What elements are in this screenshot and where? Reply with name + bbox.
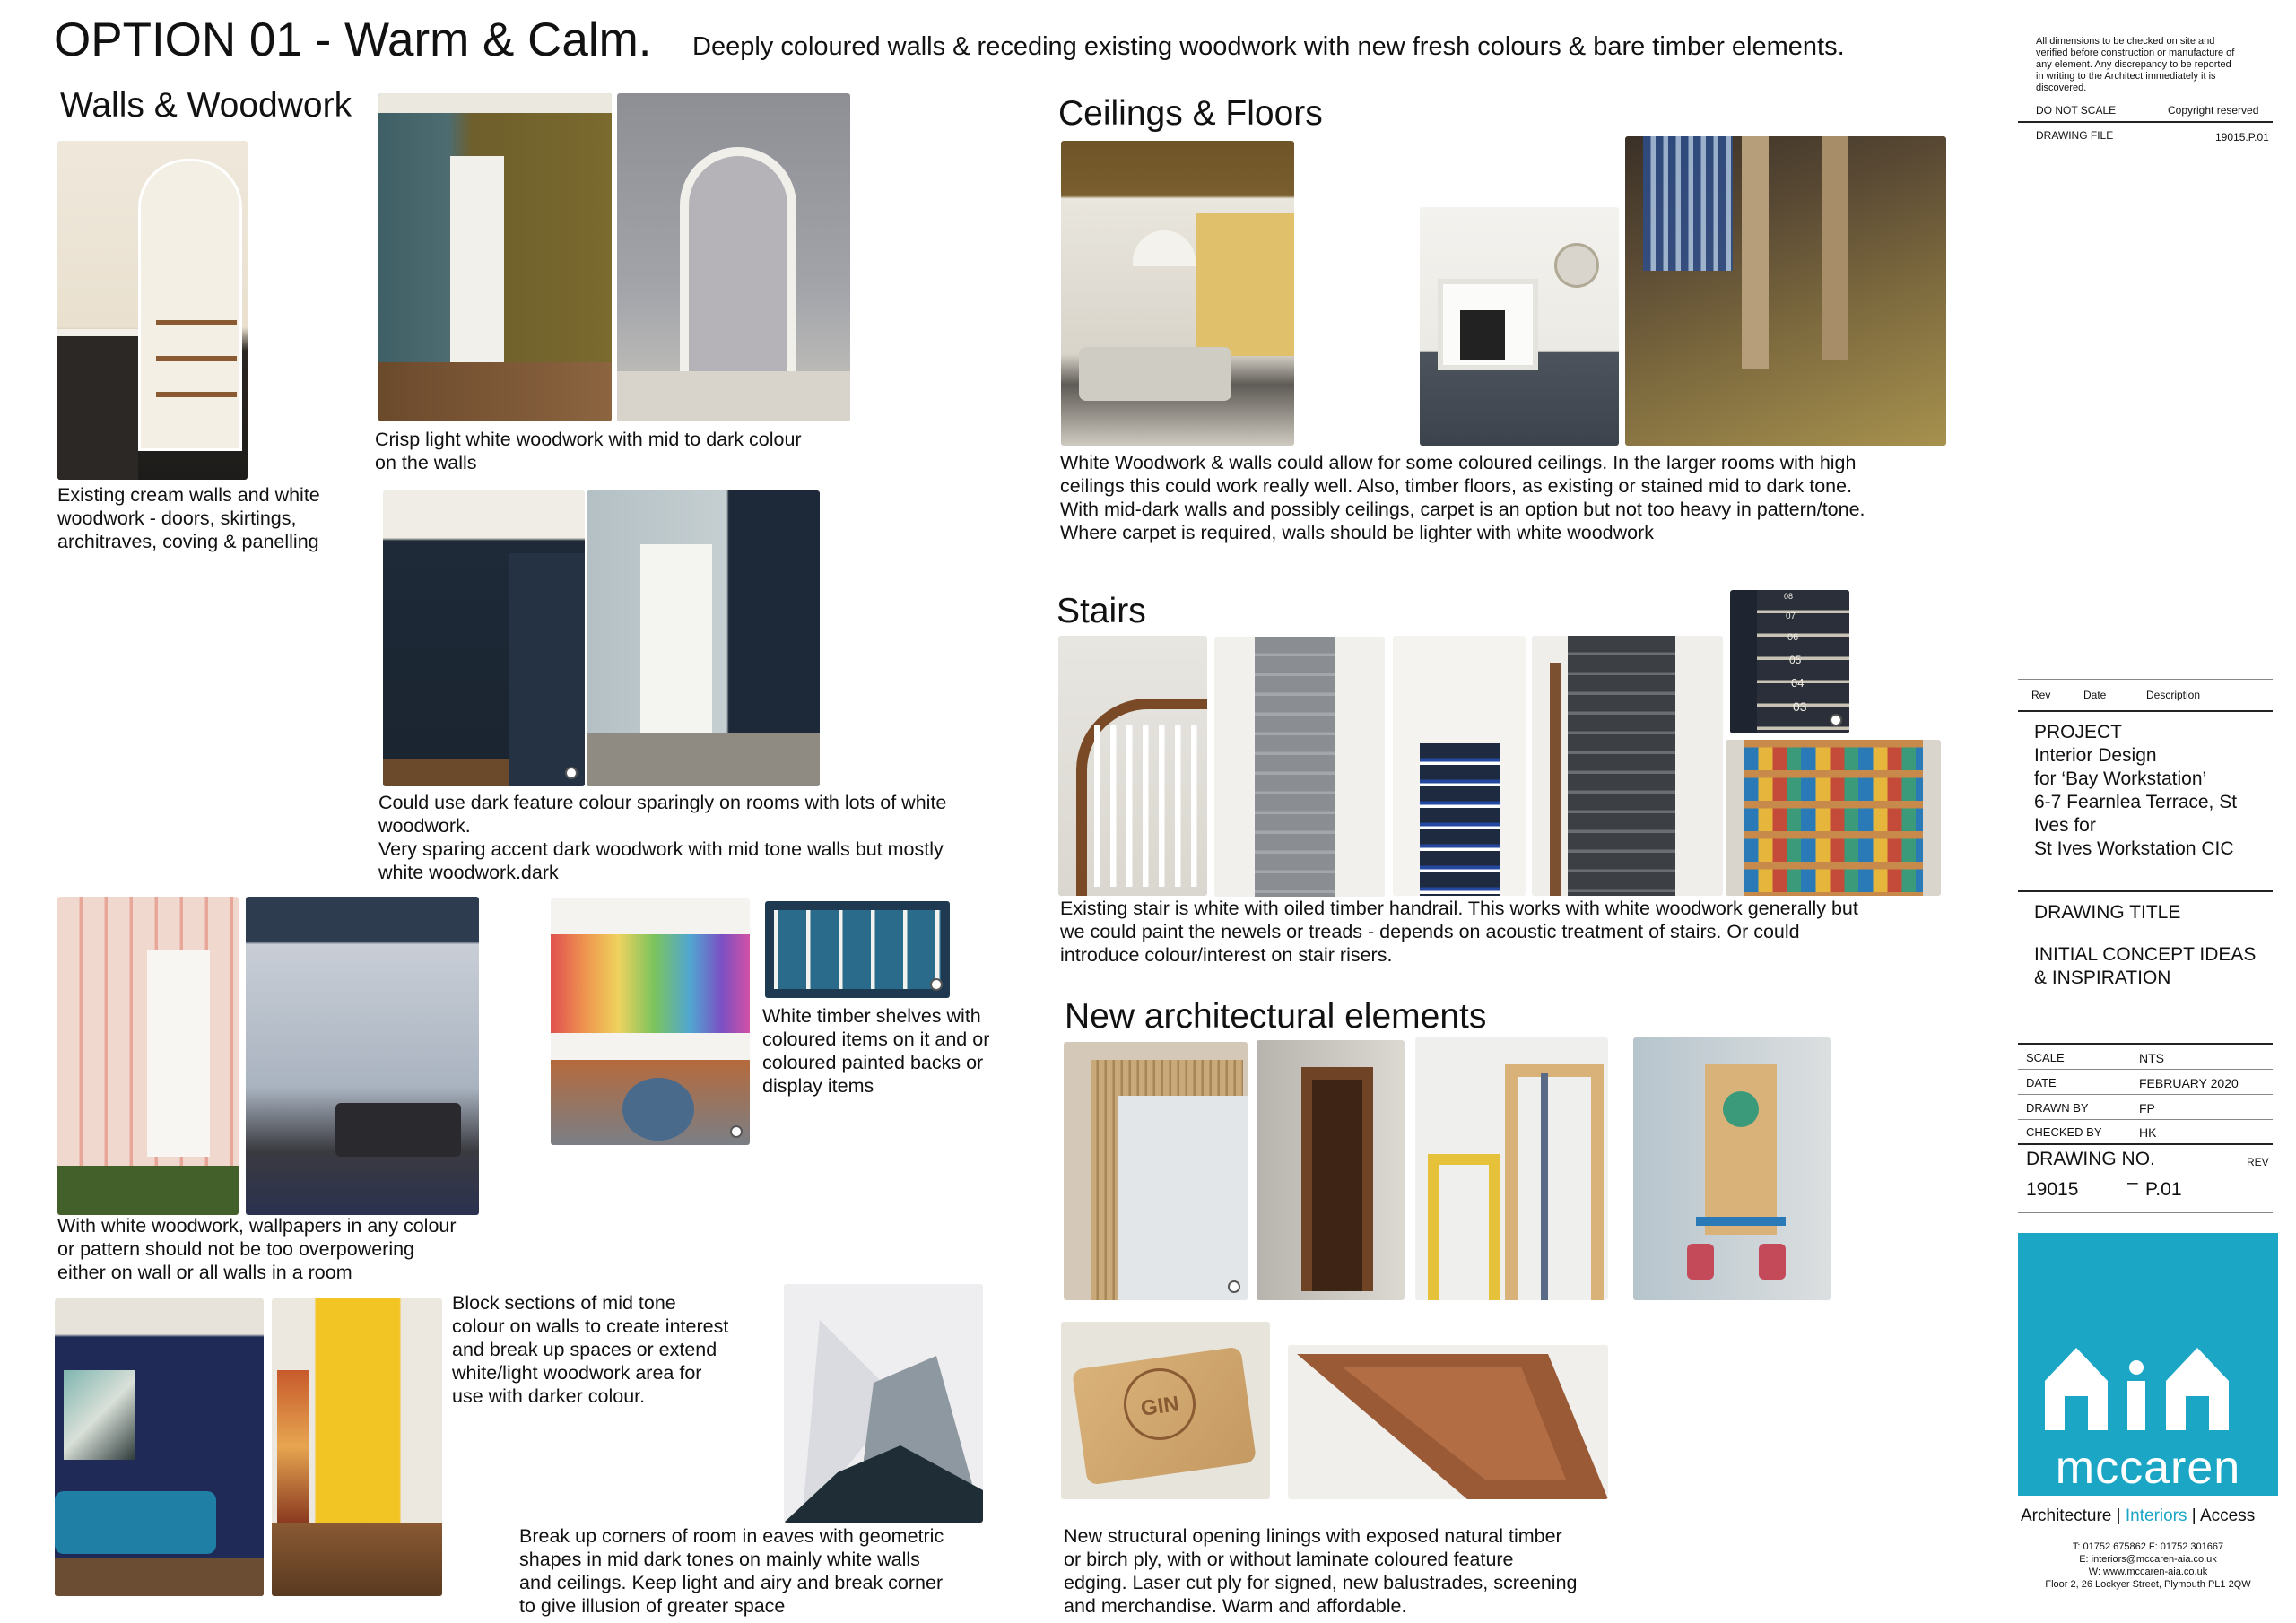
photo-toile-wallpaper <box>246 897 479 1215</box>
caption-wallpaper: With white woodwork, wallpapers in any colour or pattern should not be too overpowering either on wall or all walls in a room <box>57 1215 457 1283</box>
photo-walnut-opening <box>1257 1040 1405 1300</box>
caption-cream-walls: Existing cream walls and white woodwork - doors, skirtings, architraves, coving & panelling <box>57 484 320 552</box>
photo-white-fireplace-dark-floor <box>1420 207 1619 446</box>
riser-number: 03 <box>1793 699 1807 714</box>
photo-laser-cut-ply-sign <box>1061 1322 1270 1499</box>
photo-ply-opening-lining <box>1064 1042 1248 1300</box>
riser-number: 04 <box>1791 676 1805 690</box>
titleblock-divider <box>2018 1119 2273 1120</box>
drawing-number-label: DRAWING NO. <box>2026 1149 2155 1169</box>
riser-number: 06 <box>1787 632 1799 643</box>
contact-details: T: 01752 675862 F: 01752 301667 E: interiors@mccaren-aia.co.uk W: www.mccaren-aia.co.uk Floor 2, 26 Lockyer Street, Plymouth PL1 2QW <box>2045 1541 2251 1590</box>
page-subtitle: Deeply coloured walls & receding existing woodwork with new fresh colours & bare timber elements. <box>692 32 1845 61</box>
caption-crisp-woodwork: Crisp light white woodwork with mid to dark colour on the walls <box>375 429 802 473</box>
tagline: Architecture | Interiors | Access <box>2021 1506 2256 1525</box>
photo-dark-tread-stair <box>1532 636 1723 896</box>
titleblock-divider <box>2018 121 2273 123</box>
caption-geometric-corners: Break up corners of room in eaves with geometric shapes in mid dark tones on mainly white walls and ceilings. Keep light and airy and break corner to give illusion of greater space <box>519 1525 944 1617</box>
expand-icon <box>930 978 943 991</box>
caption-ceilings-floors: White Woodwork & walls could allow for some coloured ceilings. In the larger rooms with high ceilings this could work really well. Also, timber floors, as existing or stained mid to dark tone. With mid-dark walls and possibly ceilings, carpet is an option but not too heavy in pattern/tone. Where carpet is required, walls should be lighter with white woodwork <box>1060 452 1866 543</box>
copyright-label: Copyright reserved <box>2168 104 2259 117</box>
photo-grey-stair-runner <box>1214 637 1385 897</box>
photo-laminate-edged-openings <box>1415 1037 1608 1300</box>
expand-icon <box>730 1125 743 1138</box>
scale-label: SCALE <box>2026 1051 2065 1064</box>
drawing-file-label: DRAWING FILE <box>2036 129 2114 142</box>
logo-wordmark: mccaren <box>2055 1442 2241 1494</box>
rev-label: REV <box>2247 1156 2269 1168</box>
titleblock-divider <box>2018 1212 2273 1213</box>
caption-shelves: White timber shelves with coloured items on it and or coloured painted backs or display items <box>762 1005 990 1097</box>
titleblock-divider <box>2018 710 2273 712</box>
riser-number: 08 <box>1784 592 1794 601</box>
expand-icon <box>1830 714 1842 726</box>
photo-yellow-corridor <box>272 1298 442 1596</box>
photo-dark-feature-wall <box>383 490 585 786</box>
drawing-file-value: 19015.P.01 <box>2215 131 2269 143</box>
photo-geometric-corner <box>784 1284 983 1523</box>
riser-number: 07 <box>1786 612 1796 621</box>
drawing-number: 19015 <box>2026 1179 2079 1200</box>
riser-number: 05 <box>1789 654 1802 666</box>
date-header: Date <box>2083 689 2107 701</box>
page-title: OPTION 01 - Warm & Calm. <box>54 13 652 66</box>
caption-dark-feature: Could use dark feature colour sparingly on rooms with lots of white woodwork. Very sparing accent dark woodwork with mid tone walls but mostly white woodwork.dark <box>378 792 947 883</box>
titleblock-divider <box>2018 890 2273 892</box>
titleblock-divider <box>2018 1069 2273 1070</box>
checked-by-label: CHECKED BY <box>2026 1125 2102 1139</box>
photo-pink-wallpaper <box>57 897 239 1215</box>
expand-icon <box>565 767 578 779</box>
photo-blue-edged-stair <box>1393 636 1526 896</box>
drawn-by-value: FP <box>2139 1101 2155 1115</box>
date-value: FEBRUARY 2020 <box>2139 1076 2239 1090</box>
photo-white-stair-timber-handrail <box>1058 636 1207 896</box>
titleblock-divider <box>2018 679 2273 680</box>
titleblock-divider <box>2018 1143 2273 1145</box>
checked-by-value: HK <box>2139 1125 2157 1140</box>
expand-icon <box>1228 1280 1240 1293</box>
photo-timber-screen-seating <box>1633 1037 1831 1300</box>
section-walls-title: Walls & Woodwork <box>60 86 352 125</box>
section-stairs-title: Stairs <box>1057 592 1146 630</box>
photo-grey-walls-arch <box>617 93 850 421</box>
section-ceilings-title: Ceilings & Floors <box>1058 94 1323 133</box>
photo-olive-walls-doorway <box>378 93 612 421</box>
photo-coloured-ceiling-lounge <box>1061 141 1294 446</box>
caption-stairs: Existing stair is white with oiled timber handrail. This works with white woodwork generally but we could paint the newels or treads - depends on acoustic treatment of stairs. Or could introduce colour/interest on stair risers. <box>1060 898 1858 966</box>
scale-value: NTS <box>2139 1051 2164 1065</box>
titleblock-divider <box>2018 1094 2273 1095</box>
photo-tiled-risers <box>1726 740 1941 896</box>
photo-numbered-risers <box>1730 590 1849 733</box>
photo-rainbow-bookshelf <box>551 898 750 1145</box>
description-header: Description <box>2146 689 2201 701</box>
geometric-shapes-graphic <box>784 1284 983 1523</box>
caption-arch-elements: New structural opening linings with exposed natural timber or birch ply, with or without laminate coloured feature edging. Laser cut ply for signed, new balustrades, screening and merchandise. Warm and affordable. <box>1064 1525 1578 1617</box>
balustrade-graphic <box>1288 1345 1608 1499</box>
drawing-revision: P.01 <box>2145 1179 2182 1200</box>
photo-cream-walls-fireplace <box>57 141 248 480</box>
photo-dark-door-frame <box>587 490 820 786</box>
caption-block-sections: Block sections of mid tone colour on walls to create interest and break up spaces or extend white/light woodwork area for use with darker colour. <box>452 1292 729 1407</box>
house-shapes-icon <box>2018 1332 2278 1448</box>
drawn-by-label: DRAWN BY <box>2026 1101 2089 1115</box>
photo-grand-stair-carpet <box>1625 136 1946 446</box>
titleblock-divider <box>2018 1043 2273 1045</box>
project-block: PROJECT Interior Design for ‘Bay Workstation’ 6-7 Fearnlea Terrace, St Ives for St Ives Workstation CIC <box>2034 722 2238 859</box>
drawing-title-label: DRAWING TITLE <box>2034 902 2181 923</box>
do-not-scale-label: DO NOT SCALE <box>2036 104 2117 117</box>
photo-blue-shelves <box>765 901 950 998</box>
section-arch-title: New architectural elements <box>1065 997 1487 1036</box>
sign-text: GIN <box>1119 1364 1200 1445</box>
company-logo <box>2018 1233 2278 1496</box>
rev-header: Rev <box>2031 689 2051 701</box>
drawing-number-dash: – <box>2127 1172 2138 1193</box>
drawing-title: INITIAL CONCEPT IDEAS & INSPIRATION <box>2034 944 2257 988</box>
photo-laser-cut-balustrade <box>1288 1345 1608 1499</box>
date-label: DATE <box>2026 1076 2057 1089</box>
photo-navy-block-wall <box>55 1298 264 1596</box>
titleblock-notice: All dimensions to be checked on site and verified before construction or manufacture of any element. Any discrepancy to be reported in writing to the Architect immediately it is discovered. <box>2036 36 2235 93</box>
